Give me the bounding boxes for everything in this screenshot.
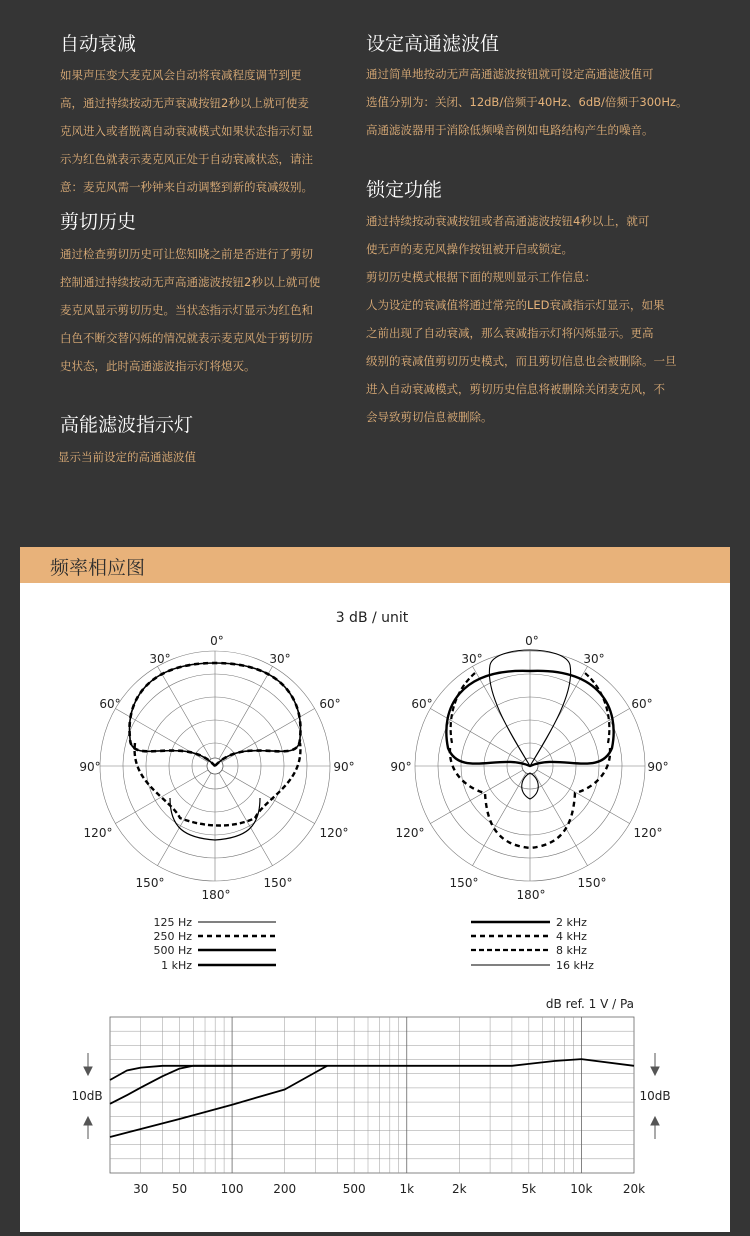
x-tick-label: 200: [273, 1182, 297, 1196]
text-line: 高，通过持续按动无声衰减按钮2秒以上就可使麦: [60, 96, 309, 110]
scale-label-right: 10dB: [639, 1089, 671, 1103]
response-curve: [110, 1066, 232, 1104]
freq-response-curves: [110, 1059, 634, 1137]
angle-label: 150°: [263, 876, 293, 890]
angle-label: 30°: [461, 652, 483, 666]
response-curve: [110, 1066, 327, 1137]
text-line: 显示当前设定的高通滤波值: [58, 450, 196, 464]
text-line: 白色不断交替闪烁的情况就表示麦克风处于剪切历: [60, 331, 313, 345]
text-line: 选值分别为：关闭、12dB/倍频于40Hz、6dB/倍频于300Hz。: [366, 95, 688, 109]
angle-label: 60°: [99, 697, 121, 711]
x-tick-label: 500: [342, 1182, 366, 1196]
response-curve: [110, 1059, 634, 1080]
angle-label: 30°: [583, 652, 605, 666]
legend-label: 8 kHz: [556, 944, 587, 957]
angle-label: 180°: [516, 888, 546, 902]
angle-label: 90°: [647, 760, 669, 774]
chart-header-title: 频率相应图: [50, 557, 146, 579]
text-line: 控制通过持续按动无声高通滤波按钮2秒以上就可使: [60, 275, 321, 289]
x-tick-label: 1k: [399, 1182, 415, 1196]
angle-label: 120°: [319, 826, 349, 840]
angle-label: 120°: [633, 826, 663, 840]
legend-label: 4 kHz: [556, 930, 587, 943]
auto-attenuation-text: [60, 61, 313, 201]
clip-history-text: [60, 240, 320, 380]
angle-label: 90°: [333, 760, 355, 774]
legend-label: 500 Hz: [153, 944, 192, 957]
x-tick-label: 2k: [452, 1182, 467, 1196]
hpf-indicator-title: 高能滤波指示灯: [60, 414, 194, 436]
lock-text: [366, 207, 677, 431]
hpf-indicator-text: [58, 443, 196, 471]
angle-label: 120°: [83, 826, 113, 840]
legend-label: 16 kHz: [556, 959, 594, 972]
angle-label: 30°: [269, 652, 291, 666]
x-tick-label: 20k: [622, 1182, 646, 1196]
legend-label: 1 kHz: [161, 959, 192, 972]
angle-label: 60°: [631, 697, 653, 711]
polar-left-1khz: [135, 743, 301, 826]
angle-label: 150°: [577, 876, 607, 890]
charts-svg: [20, 583, 730, 1232]
set-hpf-text: [366, 60, 688, 144]
text-line: 通过持续按动衰减按钮或者高通滤波按钮4秒以上，就可: [366, 214, 650, 228]
text-line: 如果声压变大麦克风会自动将衰减程度调节到更: [60, 68, 302, 82]
text-line: 通过检查剪切历史可让您知晓之前是否进行了剪切: [60, 247, 313, 261]
angle-label: 180°: [201, 888, 231, 902]
x-tick-label: 50: [171, 1182, 188, 1196]
chart-panel: [20, 583, 730, 1232]
freq-response-grid: [110, 1017, 634, 1173]
text-line: 剪切历史模式根据下面的规则显示工作信息：: [366, 270, 596, 284]
angle-label: 30°: [149, 652, 171, 666]
legend-label: 250 Hz: [153, 930, 192, 943]
x-tick-label: 100: [220, 1182, 244, 1196]
freq-ref-label: dB ref. 1 V / Pa: [545, 997, 634, 1011]
polar-legend-right: [471, 916, 594, 972]
polar-legend-left: [153, 916, 276, 972]
auto-attenuation-title: 自动衰减: [60, 33, 137, 55]
x-tick-label: 30: [133, 1182, 149, 1196]
angle-label: 150°: [449, 876, 479, 890]
angle-label: 150°: [135, 876, 165, 890]
text-line: 会导致剪切信息被删除。: [366, 410, 493, 424]
text-line: 示为红色就表示麦克风正处于自动衰减状态，请注: [60, 152, 313, 166]
text-line: 史状态，此时高通滤波指示灯将熄灭。: [60, 359, 256, 373]
angle-label: 90°: [79, 760, 101, 774]
set-hpf-title: 设定高通滤波值: [366, 33, 500, 55]
text-line: 高通滤波器用于消除低频噪音例如电路结构产生的噪音。: [366, 123, 654, 137]
scale-label-left: 10dB: [71, 1089, 103, 1103]
angle-label: 120°: [395, 826, 425, 840]
clip-history-title: 剪切历史: [60, 211, 137, 233]
plot-frame: [110, 1017, 634, 1173]
text-line: 麦克风显示剪切历史。当状态指示灯显示为红色和: [60, 303, 313, 317]
text-line: 之前出现了自动衰减，那么衰减指示灯将闪烁显示。更高: [366, 326, 654, 340]
text-line: 进入自动衰减模式，剪切历史信息将被删除关闭麦克风，不: [366, 382, 665, 396]
legend-label: 125 Hz: [153, 916, 192, 929]
text-line: 意：麦克风需一秒钟来自动调整到新的衰减级别。: [60, 180, 313, 194]
angle-label: 60°: [319, 697, 341, 711]
x-tick-label: 5k: [521, 1182, 537, 1196]
chart-header-bar: [20, 547, 730, 583]
text-line: 通过简单地按动无声高通滤波按钮就可设定高通滤波值可: [366, 67, 654, 81]
angle-label: 0°: [525, 634, 539, 648]
polar-scale-label: 3 dB / unit: [335, 610, 409, 626]
lock-title: 锁定功能: [366, 179, 443, 201]
text-line: 克风进入或者脱离自动衰减模式如果状态指示灯显: [60, 124, 313, 138]
angle-label: 90°: [390, 760, 412, 774]
legend-label: 2 kHz: [556, 916, 587, 929]
text-line: 使无声的麦克风操作按钮被开启或锁定。: [366, 242, 573, 256]
text-line: 级别的衰减值剪切历史模式，而且剪切信息也会被删除。一旦: [366, 354, 677, 368]
angle-label: 0°: [210, 634, 224, 648]
x-tick-label: 10k: [570, 1182, 593, 1196]
freq-response-x-ticks: [133, 1182, 645, 1196]
angle-label: 60°: [411, 697, 433, 711]
text-line: 人为设定的衰减值将通过常亮的LED衰减指示灯显示，如果: [366, 298, 665, 312]
